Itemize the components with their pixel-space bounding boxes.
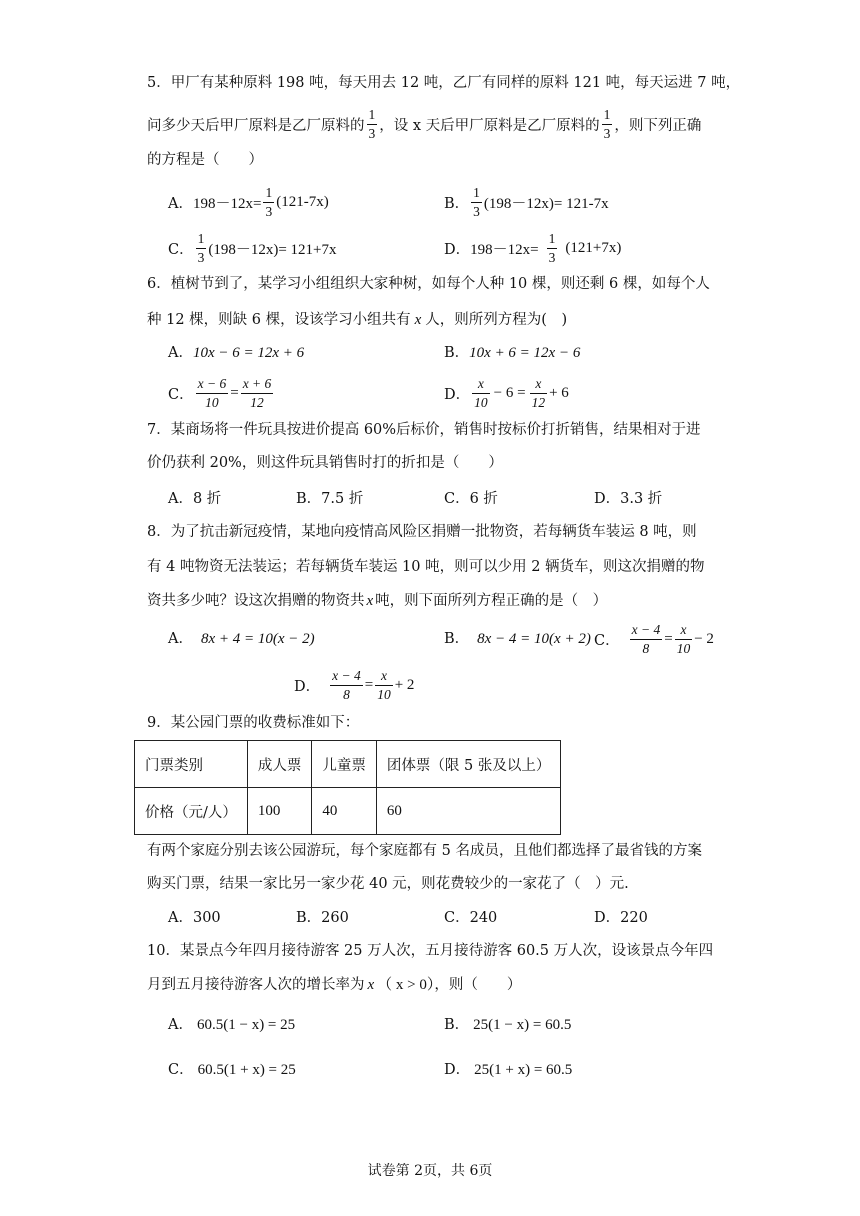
q10-line1: 10．某景点今年四月接待游客 25 万人次，五月接待游客 60.5 万人次，设该景点今年四 <box>147 943 714 959</box>
table-row <box>135 788 561 835</box>
q6-option-a[interactable]: A．10x − 6 = 12x + 6 <box>168 345 305 361</box>
q6-option-d[interactable]: D． $\frac{x}{10}$ − 6 = $\frac{x}{12}$ + 6 <box>444 376 569 410</box>
q5-line1: 5．甲厂有某种原料 198 吨，每天用去 12 吨，乙厂有同样的原料 121 吨，每天运进 7 吨， <box>147 75 741 91</box>
q6-option-c[interactable]: C． $\frac{x - 6}{10}$ = $\frac{x + 6}{12}$ <box>168 376 272 410</box>
q10-line2: 月到五月接待游客人次的增长率为 x （ x > 0），则（ ） <box>147 977 522 993</box>
table-cell: 40 <box>312 788 377 835</box>
q10-option-a[interactable]: A． 60.5(1 − x) = 25 <box>168 1017 296 1033</box>
q8-line3: 资共多少吨？设这次捐赠的物资共 x 吨，则下面所列方程正确的是（ ） <box>147 593 608 609</box>
q9-option-b[interactable]: B．260 <box>296 910 349 926</box>
q8-option-c[interactable]: C． $\frac{x - 4}{8}$ = $\frac{x}{10}$ − 2 <box>594 622 714 656</box>
q7-option-a[interactable]: A．8 折 <box>168 491 222 507</box>
q9-option-a[interactable]: A．300 <box>168 910 221 926</box>
q9-option-d[interactable]: D．220 <box>594 910 648 926</box>
fraction-one-third: $\frac{1}{3}$ <box>603 107 611 141</box>
q8-option-a[interactable]: A． 8x + 4 = 10(x − 2) <box>168 631 315 647</box>
table-cell: 团体票（限 5 张及以上） <box>376 741 560 788</box>
q9-line1: 9．某公园门票的收费标准如下： <box>147 715 360 731</box>
table-cell: 价格（元/人） <box>135 788 248 835</box>
q5-line2: 问多少天后甲厂原料是乙厂原料的 $\frac{1}{3}$ ，设 x 天后甲厂原料是乙厂原料的 $\frac{1}{3}$ ，则下列正确 <box>147 107 702 141</box>
q6-line2: 种 12 棵，则缺 6 棵，设该学习小组共有 x 人，则所列方程为( ) <box>147 312 568 328</box>
ticket-price-table <box>134 740 561 835</box>
q7-option-d[interactable]: D．3.3 折 <box>594 491 663 507</box>
q10-option-b[interactable]: B． 25(1 − x) = 60.5 <box>444 1017 572 1033</box>
q5-option-d[interactable]: D． 198－12x= $\frac{1}{3}$ (121+7x) <box>444 231 622 265</box>
table-cell: 成人票 <box>247 741 312 788</box>
q9-line2: 有两个家庭分别去该公园游玩，每个家庭都有 5 名成员，且他们都选择了最省钱的方案 <box>147 843 702 859</box>
table-cell: 儿童票 <box>312 741 377 788</box>
q9-line3: 购买门票，结果一家比另一家少花 40 元，则花费较少的一家花了（ ）元. <box>147 876 629 892</box>
q5-option-c[interactable]: C． $\frac{1}{3}$ (198－12x)= 121+7x <box>168 231 337 265</box>
table-cell: 60 <box>376 788 560 835</box>
q8-option-d[interactable]: D． $\frac{x - 4}{8}$ = $\frac{x}{10}$ + 2 <box>294 668 415 702</box>
fraction-one-third: $\frac{1}{3}$ <box>368 107 376 141</box>
q8-line2: 有 4 吨物资无法装运；若每辆货车装运 10 吨，则可以少用 2 辆货车，则这次捐赠的物 <box>147 559 705 575</box>
q5-option-a[interactable]: A． 198－12x= $\frac{1}{3}$ (121-7x) <box>168 185 329 219</box>
q8-option-b[interactable]: B． 8x − 4 = 10(x + 2) <box>444 631 591 647</box>
q9-option-c[interactable]: C．240 <box>444 910 498 926</box>
table-header-row <box>135 741 561 788</box>
table-cell: 100 <box>247 788 312 835</box>
q7-line2: 价仍获利 20%，则这件玩具销售时打的折扣是（ ） <box>147 455 503 471</box>
q8-line1: 8．为了抗击新冠疫情，某地向疫情高风险区捐赠一批物资，若每辆货车装运 8 吨，则 <box>147 524 697 540</box>
q5-line3: 的方程是（ ） <box>147 152 263 168</box>
q10-option-d[interactable]: D． 25(1 + x) = 60.5 <box>444 1062 573 1078</box>
q6-option-b[interactable]: B．10x + 6 = 12x − 6 <box>444 345 581 361</box>
q7-option-c[interactable]: C．6 折 <box>444 491 498 507</box>
q7-line1: 7．某商场将一件玩具按进价提高 60%后标价，销售时按标价打折销售，结果相对于进 <box>147 422 701 438</box>
q6-line1: 6．植树节到了，某学习小组组织大家种树，如每个人种 10 棵，则还剩 6 棵，如每个人 <box>147 276 710 292</box>
page-footer: 试卷第 2页，共 6页 <box>367 1163 493 1179</box>
q10-option-c[interactable]: C． 60.5(1 + x) = 25 <box>168 1062 296 1078</box>
table-cell: 门票类别 <box>135 741 248 788</box>
q7-option-b[interactable]: B．7.5 折 <box>296 491 364 507</box>
q5-option-b[interactable]: B． $\frac{1}{3}$ (198－12x)= 121-7x <box>444 185 609 219</box>
